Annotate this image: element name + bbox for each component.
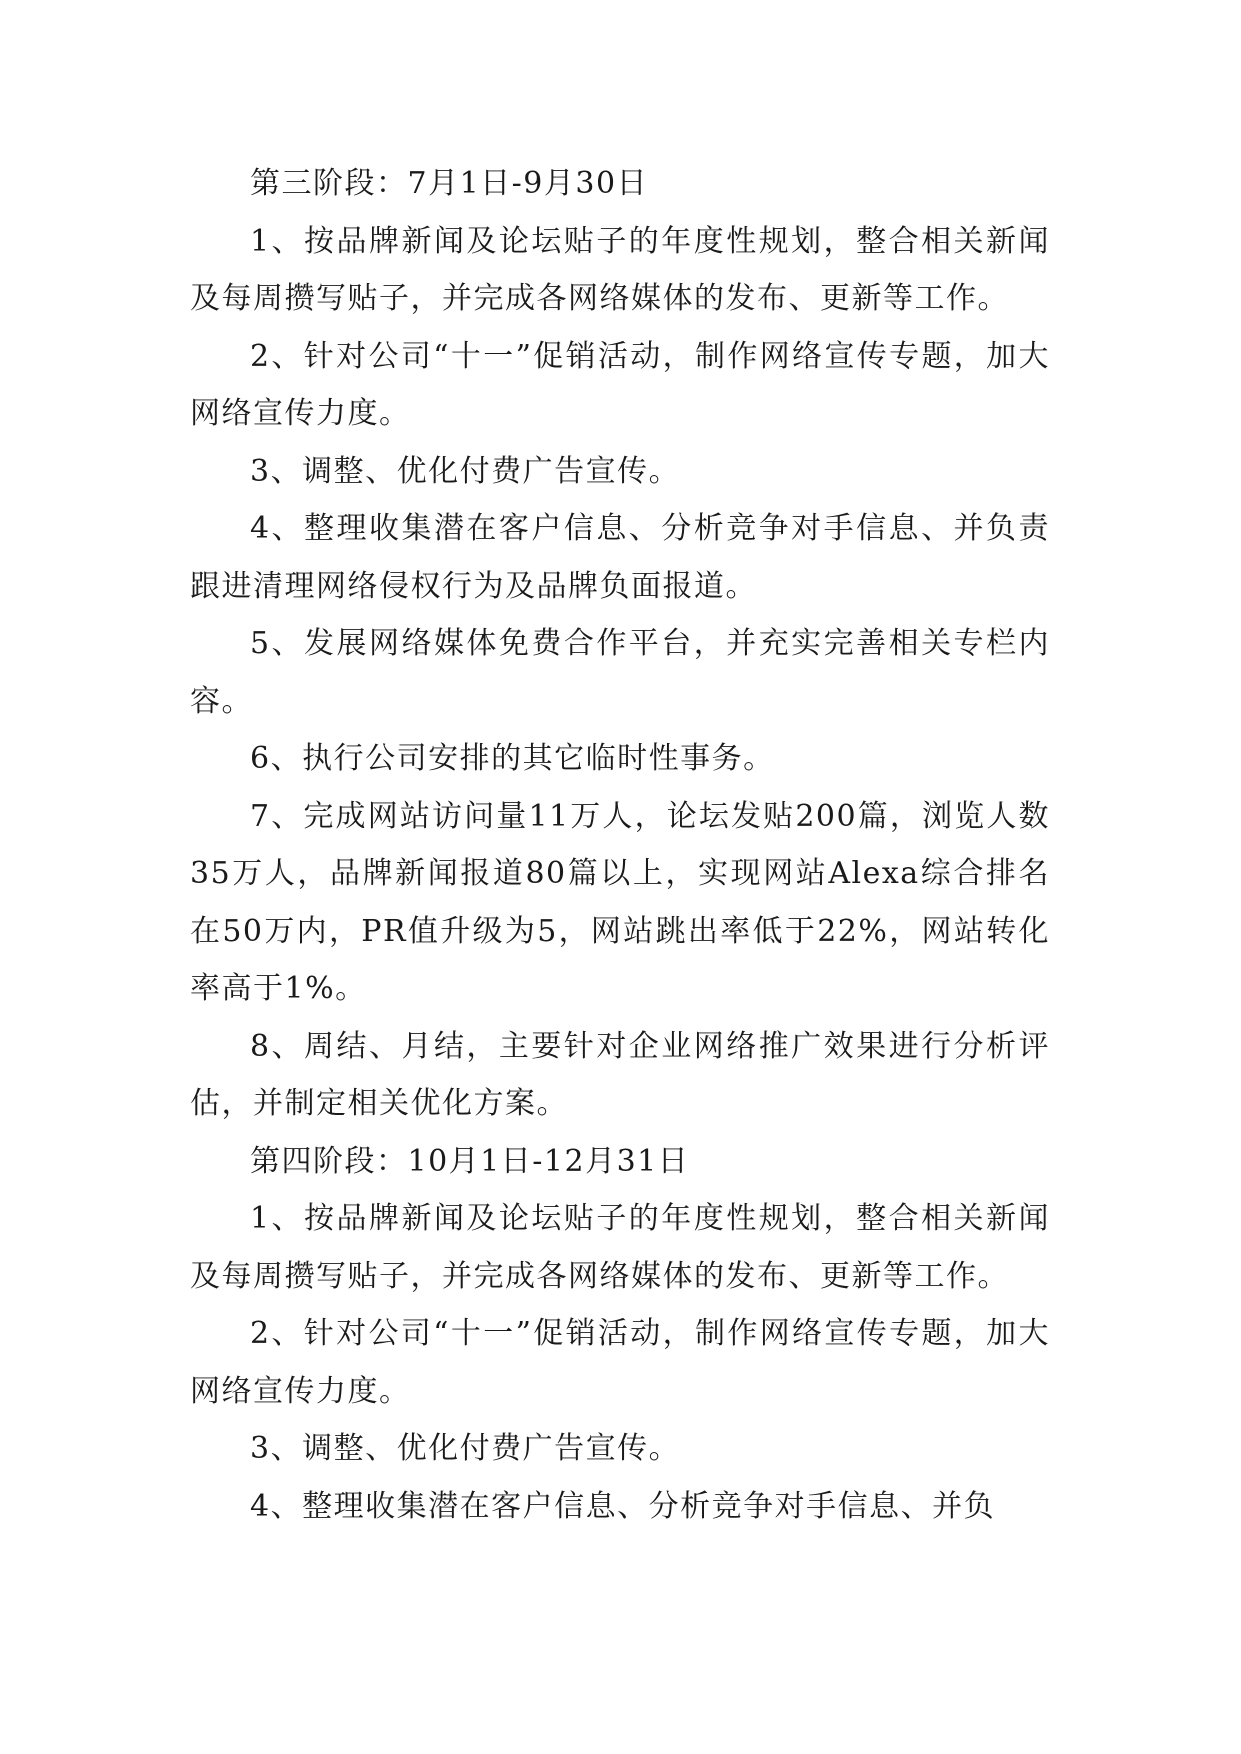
- paragraph-item: 1、按品牌新闻及论坛贴子的年度性规划，整合相关新闻及每周攒写贴子，并完成各网络媒体的发布、更新等工作。: [190, 223, 1050, 316]
- paragraph-item: 7、完成网站访问量11万人，论坛发贴200篇，浏览人数35万人，品牌新闻报道80篇以上，实现网站Alexa综合排名在50万内，PR值升级为5，网站跳出率低于22%，网站转化率高于1%。: [190, 798, 1050, 1006]
- stage-four-heading: 第四阶段：10月1日-12月31日: [250, 1143, 690, 1179]
- paragraph-item: 1、按品牌新闻及论坛贴子的年度性规划，整合相关新闻及每周攒写贴子，并完成各网络媒体的发布、更新等工作。: [190, 1201, 1050, 1294]
- paragraph-item: 4、整理收集潜在客户信息、分析竞争对手信息、并负责跟进清理网络侵权行为及品牌负面报道。: [190, 511, 1050, 604]
- paragraph-item: 3、调整、优化付费广告宣传。: [250, 1431, 681, 1466]
- paragraph-item: 6、执行公司安排的其它临时性事务。: [250, 741, 775, 776]
- document-body: [190, 155, 1050, 1535]
- paragraph-item: 2、针对公司“十一”促销活动，制作网络宣传专题，加大网络宣传力度。: [190, 1316, 1050, 1409]
- stage-three-heading: 第三阶段：7月1日-9月30日: [250, 166, 649, 201]
- paragraph-item: 2、针对公司“十一”促销活动，制作网络宣传专题，加大网络宣传力度。: [190, 338, 1050, 431]
- paragraph-item: 4、整理收集潜在客户信息、分析竞争对手信息、并负: [250, 1488, 996, 1524]
- paragraph-item: 5、发展网络媒体免费合作平台，并充实完善相关专栏内容。: [190, 626, 1050, 719]
- paragraph-item: 3、调整、优化付费广告宣传。: [250, 453, 681, 489]
- paragraph-item: 8、周结、月结，主要针对企业网络推广效果进行分析评估，并制定相关优化方案。: [190, 1028, 1050, 1121]
